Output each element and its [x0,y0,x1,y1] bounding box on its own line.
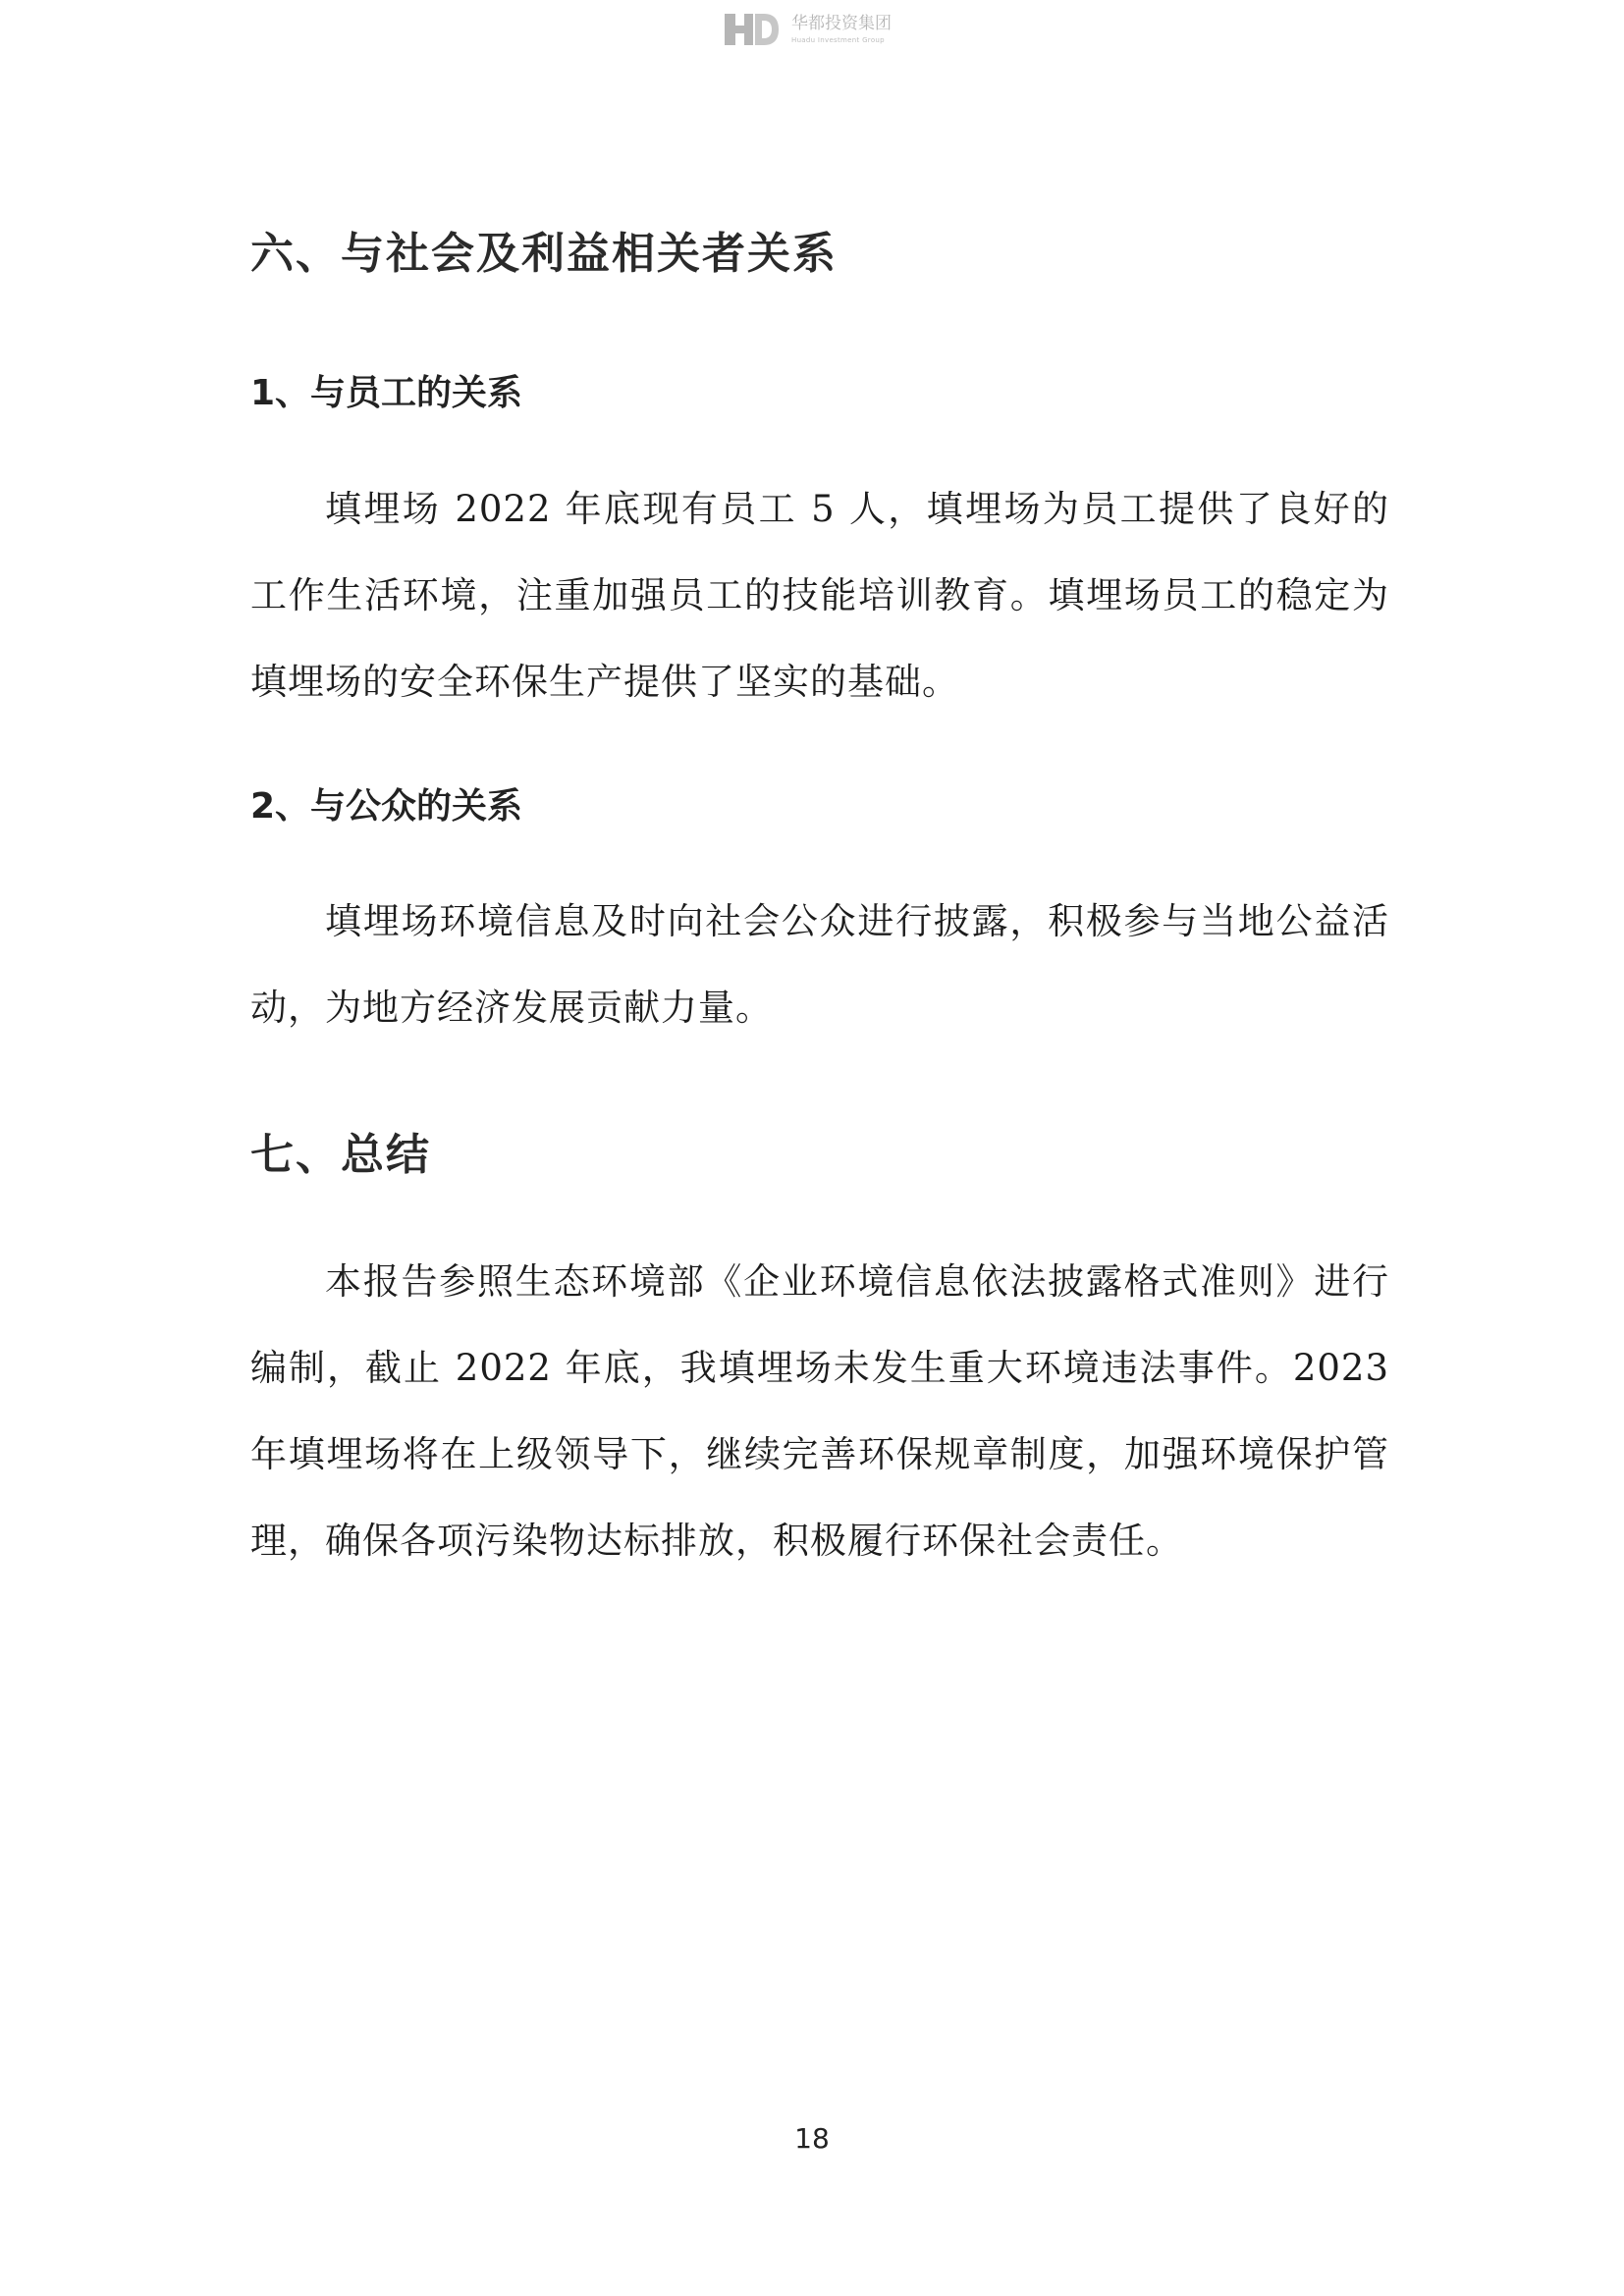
header-logo [723,10,892,49]
employees-paragraph: 填埋场 2022 年底现有员工 5 人，填埋场为员工提供了良好的工作生活环境，注重加强员工的技能培训教育。填埋场员工的稳定为填埋场的安全环保生产提供了坚实的基础。 [250,488,1389,703]
public-paragraph: 填埋场环境信息及时向社会公众进行披露，积极参与当地公益活动，为地方经济发展贡献力量。 [250,900,1389,1029]
company-name-en: Huadu Investment Group [791,35,885,44]
subsection-public-title: 2、与公众的关系 [250,786,523,827]
company-name-cn: 华都投资集团 [791,13,892,33]
page-number: 18 [794,2122,830,2155]
section-seven-title: 七、总结 [250,1130,431,1180]
summary-paragraph: 本报告参照生态环境部《企业环境信息依法披露格式准则》进行编制，截止 2022 年底，我填埋场未发生重大环境违法事件。2023 年填埋场将在上级领导下，继续完善环保规章制度，加强环境保护管理，确保各项污染物达标排放，积极履行环保社会责任。 [250,1260,1389,1562]
section-six-title: 六、与社会及利益相关者关系 [250,229,838,279]
hd-logo-icon [723,10,780,49]
subsection-employees-title: 1、与员工的关系 [250,373,523,413]
